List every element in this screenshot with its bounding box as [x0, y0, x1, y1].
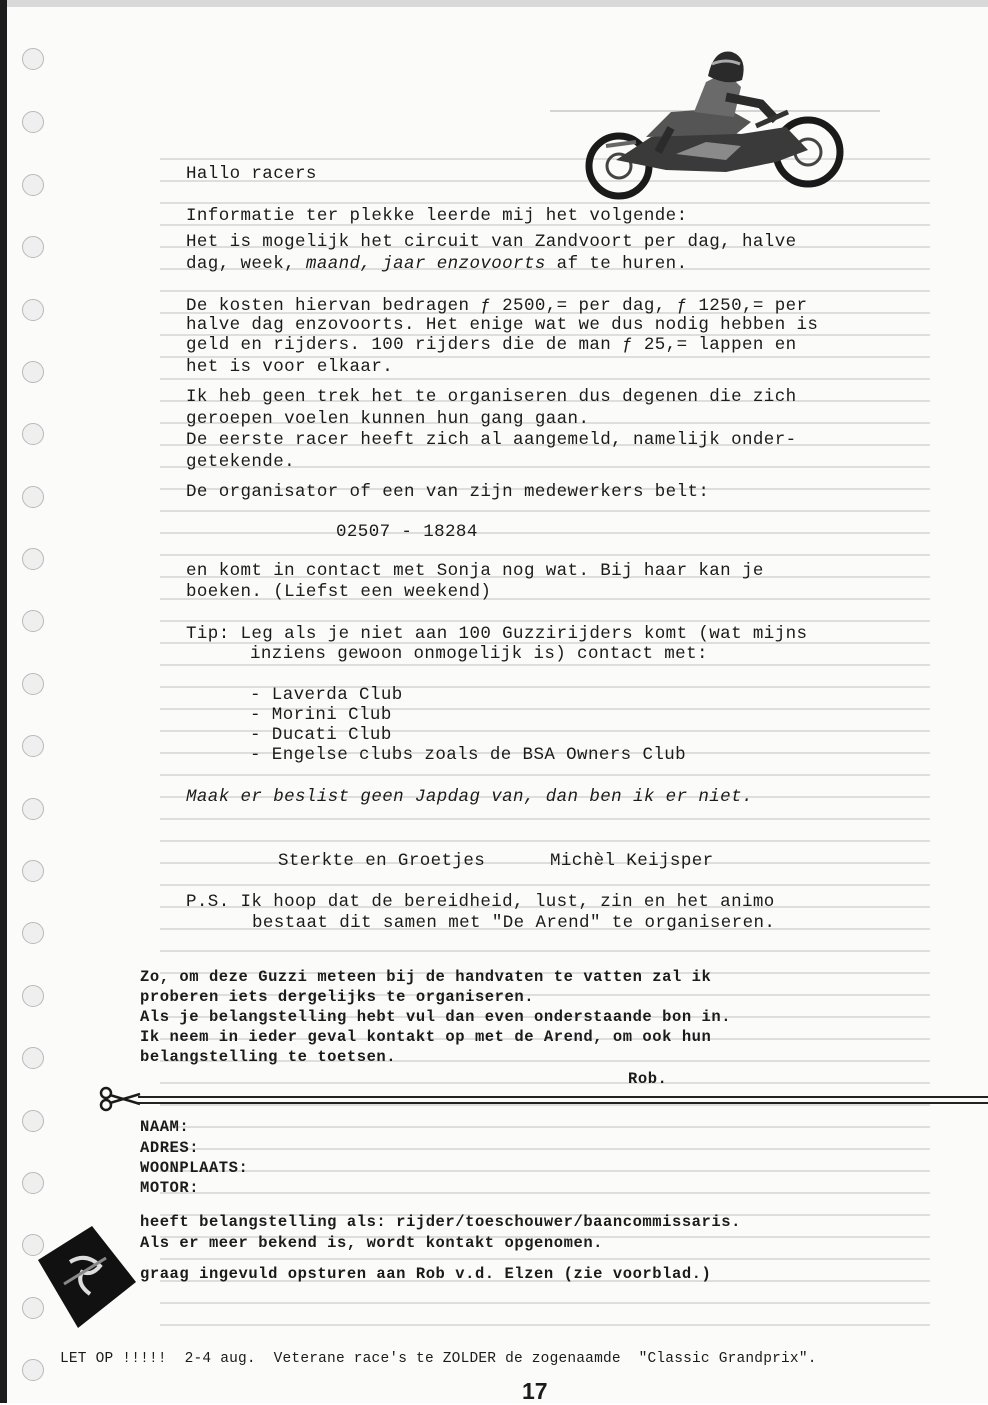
paragraph-line: geld en rijders. 100 rijders die de man ƒ 25,= lappen en [186, 335, 797, 355]
binder-hole [22, 860, 44, 882]
tip-line: inziens gewoon onmogelijk is) contact met: [250, 644, 708, 664]
paragraph-line: het is voor elkaar. [186, 357, 394, 377]
coupon-send-line: graag ingevuld opsturen aan Rob v.d. Elzen (zie voorblad.) [140, 1265, 712, 1283]
binder-hole [22, 798, 44, 820]
rob-signature: Rob. [628, 1070, 668, 1088]
tip-line: Tip: Leg als je niet aan 100 Guzzirijders komt (wat mijns [186, 624, 808, 644]
closing-regards: Sterkte en Groetjes [278, 851, 486, 871]
intro-line: Informatie ter plekke leerde mij het volgende: [186, 206, 688, 226]
paragraph-line: halve dag enzovoorts. Het enige wat we dus nodig hebben is [186, 315, 819, 335]
binder-hole [22, 610, 44, 632]
paragraph-line: De eerste racer heeft zich al aangemeld, namelijk onder- [186, 430, 797, 450]
page-top-edge [0, 0, 988, 7]
event-notice: LET OP !!!!! 2-4 aug. Veterane race's te ZOLDER de zogenaamde "Classic Grandprix". [60, 1351, 817, 1367]
phone-number: 02507 - 18284 [336, 522, 478, 542]
binder-hole [22, 361, 44, 383]
cut-line [138, 1096, 988, 1104]
binder-hole [22, 111, 44, 133]
binder-hole [22, 985, 44, 1007]
paragraph-line: De organisator of een van zijn medewerkers belt: [186, 482, 710, 502]
paragraph-line: dag, week, maand, jaar enzovoorts af te huren. [186, 254, 688, 274]
coupon-field-address-label: ADRES: [140, 1139, 200, 1157]
club-list-item: - Engelse clubs zoals de BSA Owners Club [250, 745, 687, 765]
paragraph-line: geroepen voelen kunnen hun gang gaan. [186, 409, 590, 429]
motorcycle-rider-illustration [576, 42, 851, 200]
binder-hole [22, 548, 44, 570]
binder-hole [22, 673, 44, 695]
signature: Michèl Keijsper [550, 851, 714, 871]
coupon-interest-line: heeft belangstelling als: rijder/toeschouwer/baancommissaris. [140, 1213, 741, 1231]
binder-hole [22, 1047, 44, 1069]
japdag-line: Maak er beslist geen Japdag van, dan ben ik er niet. [186, 787, 753, 807]
scissors-icon [98, 1086, 142, 1112]
paragraph-line: Ik heb geen trek het te organiseren dus degenen die zich [186, 387, 797, 407]
coupon-contact-line: Als er meer bekend is, wordt kontakt opgenomen. [140, 1234, 604, 1252]
page-left-edge [0, 0, 7, 1403]
greeting: Hallo racers [186, 164, 317, 184]
rob-note-line: belangstelling te toetsen. [140, 1048, 397, 1066]
binder-hole [22, 174, 44, 196]
rob-note-line: proberen iets dergelijks te organiseren. [140, 988, 535, 1006]
club-list-item: - Ducati Club [250, 725, 392, 745]
page-number: 17 [522, 1378, 548, 1404]
binder-hole [22, 48, 44, 70]
paragraph-line: Het is mogelijk het circuit van Zandvoort per dag, halve [186, 232, 797, 252]
paragraph-line: getekende. [186, 452, 296, 472]
paragraph-line: en komt in contact met Sonja nog wat. Bij haar kan je [186, 561, 764, 581]
binder-hole [22, 1110, 44, 1132]
coupon-field-motor-label: MOTOR: [140, 1179, 200, 1197]
rob-note-line: Zo, om deze Guzzi meteen bij de handvaten te vatten zal ik [140, 968, 712, 986]
binder-hole [22, 423, 44, 445]
binder-hole [22, 735, 44, 757]
binder-hole [22, 486, 44, 508]
paragraph-line: De kosten hiervan bedragen ƒ 2500,= per dag, ƒ 1250,= per [186, 296, 808, 316]
coupon-field-name-label: NAAM: [140, 1118, 190, 1136]
rob-note-line: Als je belangstelling hebt vul dan even onderstaande bon in. [140, 1008, 732, 1026]
club-list-item: - Morini Club [250, 705, 392, 725]
ps-line: P.S. Ik hoop dat de bereidheid, lust, zin en het animo [186, 892, 775, 912]
paragraph-line: boeken. (Liefst een weekend) [186, 582, 492, 602]
club-logo [30, 1222, 140, 1332]
binder-hole [22, 922, 44, 944]
binder-hole [22, 236, 44, 258]
ps-line: bestaat dit samen met "De Arend" te organiseren. [252, 913, 776, 933]
binder-hole [22, 1172, 44, 1194]
club-list-item: - Laverda Club [250, 685, 403, 705]
coupon-field-residence-label: WOONPLAATS: [140, 1159, 249, 1177]
rob-note-line: Ik neem in ieder geval kontakt op met de Arend, om ook hun [140, 1028, 712, 1046]
binder-hole [22, 1359, 44, 1381]
binder-hole [22, 299, 44, 321]
